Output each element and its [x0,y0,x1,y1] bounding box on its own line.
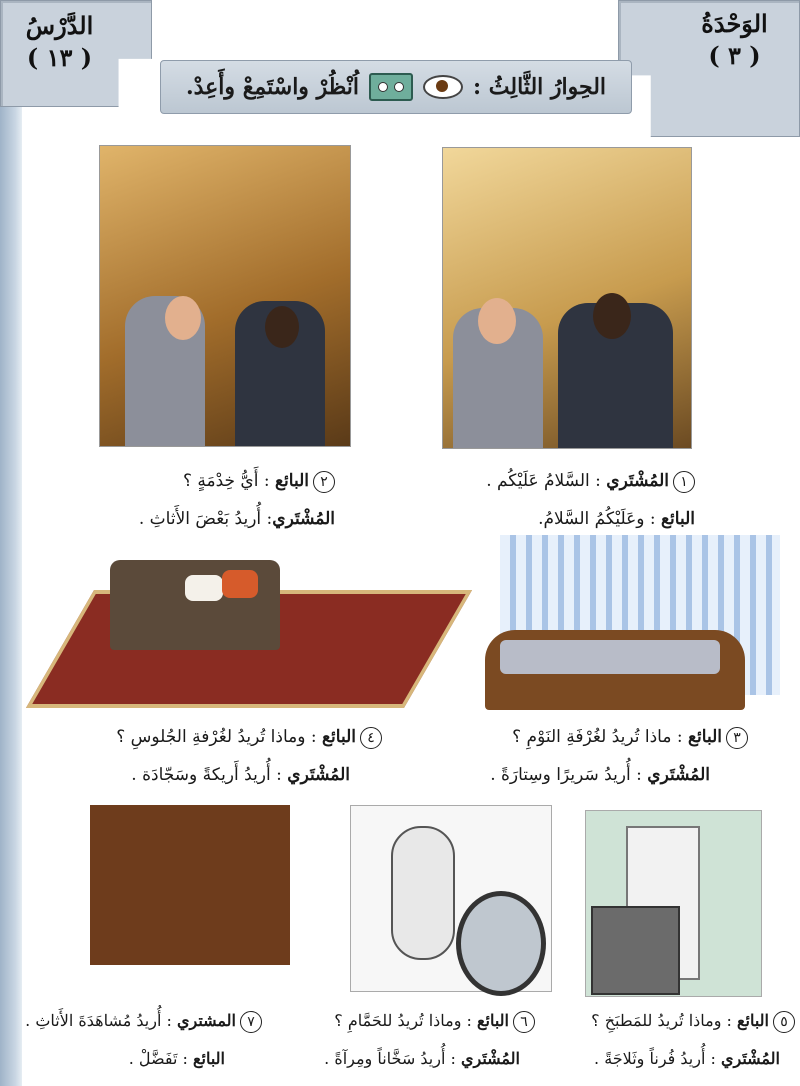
line-text: : تَفَضَّلْ . [128,1049,193,1068]
dialogue-5 [591,1010,795,1033]
dialogue-3 [512,726,748,749]
customer-head [165,296,201,340]
dialogue-7 [25,1010,262,1033]
speaker: البائع [193,1049,225,1068]
line-text: : وعَلَيْكُمُ السَّلامُ. [538,509,661,529]
dialogue-banner [160,60,632,114]
speaker: المُشْتَري [720,1049,780,1068]
speaker: المُشْتَري [272,509,335,529]
line-text: : وماذا تُريدُ للحَمَّامِ ؟ [334,1011,477,1030]
banner-instruction: اُنْظُرْ واسْتَمِعْ وأَعِدْ. [185,74,360,100]
water-heater-image [350,805,552,992]
photo-greeting [442,147,692,449]
speaker: المُشْتَري [460,1049,520,1068]
speaker: البائع [322,727,356,747]
unit-title [687,8,782,72]
mirror-image [456,891,546,996]
dining-set-image [90,805,290,965]
unit-number: ( ٣ ) [708,41,761,70]
line-text: : ماذا تُريدُ لغُرْفَةِ النَوْمِ ؟ [512,727,688,747]
speaker: البائع [661,509,695,529]
dialogue-5-reply [594,1048,780,1070]
seller-head [593,293,631,339]
number-marker: ١ [673,471,695,493]
unit-label: الوَحْدَةُ [701,9,768,38]
speaker: البائع [737,1011,769,1030]
number-marker: ٦ [513,1011,535,1033]
left-margin-bar [0,0,22,1086]
dialogue-2-reply [139,508,335,530]
pillow-image [222,570,258,598]
speaker: المُشْتَري [647,765,710,785]
speaker: البائع [477,1011,509,1030]
line-text: : أُريدُ فُرناً وثَلاجَةً . [594,1049,721,1068]
line-text: : أَيُّ خِدْمَةٍ ؟ [182,471,275,491]
banner-title: الحِوارُ الثَّالِثُ : [473,74,607,100]
dialogue-6-reply [324,1048,520,1070]
bedsheet-image [500,640,720,674]
photo-service [99,145,351,447]
lesson-label: الدَّرْسُ [25,11,94,40]
line-text: : أُريدُ أَريكةً وسَجّادَة . [131,765,288,785]
cassette-icon [369,73,413,101]
line-text: : وماذا تُريدُ للمَطبَخِ ؟ [591,1011,737,1030]
line-text: : وماذا تُريدُ لغُرْفةِ الجُلوسِ ؟ [116,727,322,747]
line-text: : السَّلامُ عَلَيْكُم . [486,471,607,491]
dialogue-4 [116,726,382,749]
speaker: المشتري [176,1011,236,1030]
number-marker: ٤ [360,727,382,749]
line-text: : أُريدُ مُشاهَدَةَ الأَثاثِ . [25,1011,177,1030]
number-marker: ٥ [773,1011,795,1033]
line-text: : أُريدُ سَريرًا وسِتارَةً . [490,765,648,785]
dialogue-3-reply [490,764,710,786]
dialogue-7-reply [129,1048,225,1070]
line-text: : أُريدُ سَخَّاناً ومِرآةً . [324,1049,461,1068]
dialogue-6 [334,1010,535,1033]
dialogue-1-reply [538,508,695,530]
speaker: البائع [275,471,309,491]
heater-tank [391,826,455,960]
dialogue-4-reply [131,764,350,786]
speaker: المُشْتَري [287,765,350,785]
speaker: المُشْتَري [606,471,669,491]
customer-head [478,298,516,344]
lesson-title [12,10,107,74]
speaker: البائع [688,727,722,747]
dialogue-2 [183,470,335,493]
line-text: : أُريدُ بَعْضَ الأَثاثِ . [138,509,273,529]
number-marker: ٧ [240,1011,262,1033]
fridge-oven-image [585,810,762,997]
oven [591,906,680,995]
number-marker: ٣ [726,727,748,749]
dialogue-1 [486,470,695,493]
pillow-image [185,575,223,601]
eye-icon [423,75,463,99]
seller-head [265,306,299,348]
lesson-number: ( ١٣ ) [26,43,93,72]
number-marker: ٢ [313,471,335,493]
